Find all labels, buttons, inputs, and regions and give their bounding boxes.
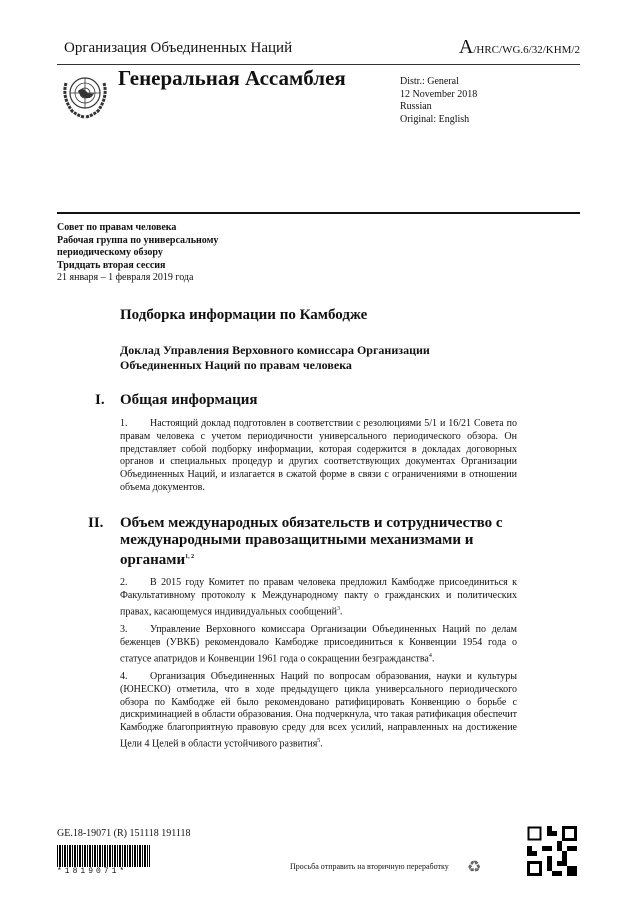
period: . <box>431 652 435 664</box>
header-divider <box>57 64 580 65</box>
thick-divider <box>57 212 580 214</box>
paragraph-1 <box>120 418 517 495</box>
language: Russian <box>400 101 432 112</box>
section-heading <box>120 515 520 569</box>
paragraph-number: 2. <box>120 577 128 588</box>
distr: Distr.: General <box>400 76 459 87</box>
qr-code-icon <box>527 825 577 877</box>
footnote-ref: 1, 2 <box>185 554 195 560</box>
recycle-icon: ♻ <box>467 859 482 876</box>
document-subtitle: Доклад Управления Верховного комиссара Организации Объединенных Наций по правам человека <box>120 343 430 372</box>
paragraph-4 <box>120 671 517 751</box>
footnote-ref: 3 <box>336 605 340 612</box>
paragraph-number: 4. <box>120 671 128 682</box>
period: . <box>320 738 323 750</box>
organization-name: Организация Объединенных Наций <box>64 40 293 56</box>
footnote-ref: 5 <box>317 737 321 744</box>
footnote-ref: 4 <box>428 652 432 659</box>
original-language: Original: English <box>400 113 470 125</box>
general-assembly-title: Генеральная Ассамблея <box>118 66 346 90</box>
section-number: I. <box>95 392 105 408</box>
paragraph-text: В 2015 году Комитет по правам человека предложил Камбодже присоединиться к Факультативному протоколу к Международному пакту о гражданских и политических правах, касающемуся индивидуальных сообщений <box>120 577 517 617</box>
paragraph-3 <box>120 624 517 666</box>
section-heading-text: Объем международных обязательств и сотрудничество с международными правозащитными механизмами и органами <box>120 515 503 568</box>
symbol-rest: /HRC/WG.6/32/KHM/2 <box>473 44 580 56</box>
paragraph-number: 1. <box>120 418 128 429</box>
paragraph-2 <box>120 577 517 619</box>
recycle-note: Просьба отправить на вторичную переработку <box>290 862 449 871</box>
barcode-number: *1819071* <box>57 867 128 876</box>
symbol-prefix: A <box>458 36 474 58</box>
paragraph-text: Управление Верховного комиссара Организации Объединенных Наций по делам беженцев (УВКБ) рекомендовало Камбодже присоединиться к Конвенции 1954 года о статусе апатридов и Конвенции 1961 года о сокращении безгражданства <box>120 624 517 664</box>
distribution-block <box>400 76 477 126</box>
session: Тридцать вторая сессия <box>57 259 166 271</box>
council-name: Совет по правам человека <box>57 222 177 233</box>
paragraph-text: Настоящий доклад подготовлен в соответствии с резолюциями 5/1 и 16/21 Совета по правам человека с учетом периодичности универсального периодического обзора. Он представляет собой подборку информации, которая содержится в докладах договорных органов и специальных процедур и других соответствующих документах Организации Объединенных Наций, и излагается в сжатой форме в связи с ограничениями в отношении объема документов. <box>120 418 517 493</box>
job-number: GE.18-19071 (R) 151118 191118 <box>57 828 191 839</box>
council-block <box>57 222 218 285</box>
un-emblem-icon <box>60 69 110 119</box>
period: . <box>339 605 343 617</box>
section-heading: Общая информация <box>120 392 258 408</box>
section-number: II. <box>88 515 104 531</box>
working-group-2: периодическому обзору <box>57 247 163 258</box>
working-group: Рабочая группа по универсальному <box>57 234 219 246</box>
document-symbol <box>459 36 580 59</box>
paragraph-number: 3. <box>120 624 128 635</box>
barcode <box>57 845 150 867</box>
session-dates: 21 января – 1 февраля 2019 года <box>57 272 194 283</box>
paragraph-text: Организация Объединенных Наций по вопросам образования, науки и культуры (ЮНЕСКО) отметила, что в ходе предыдущего цикла универсального периодического обзора по Камбодже ей было рекомендовано ратифицировать Конвенцию о борьбе с дискриминацией в области образования. Она подчеркнула, что такая ратификация обеспечит Камбодже благоприятную правовую среду для всех усилий, направленных на достижение Цели 4 Целей в области устойчивого развития <box>120 671 517 750</box>
document-title: Подборка информации по Камбодже <box>120 307 368 323</box>
date: 12 November 2018 <box>400 88 478 100</box>
